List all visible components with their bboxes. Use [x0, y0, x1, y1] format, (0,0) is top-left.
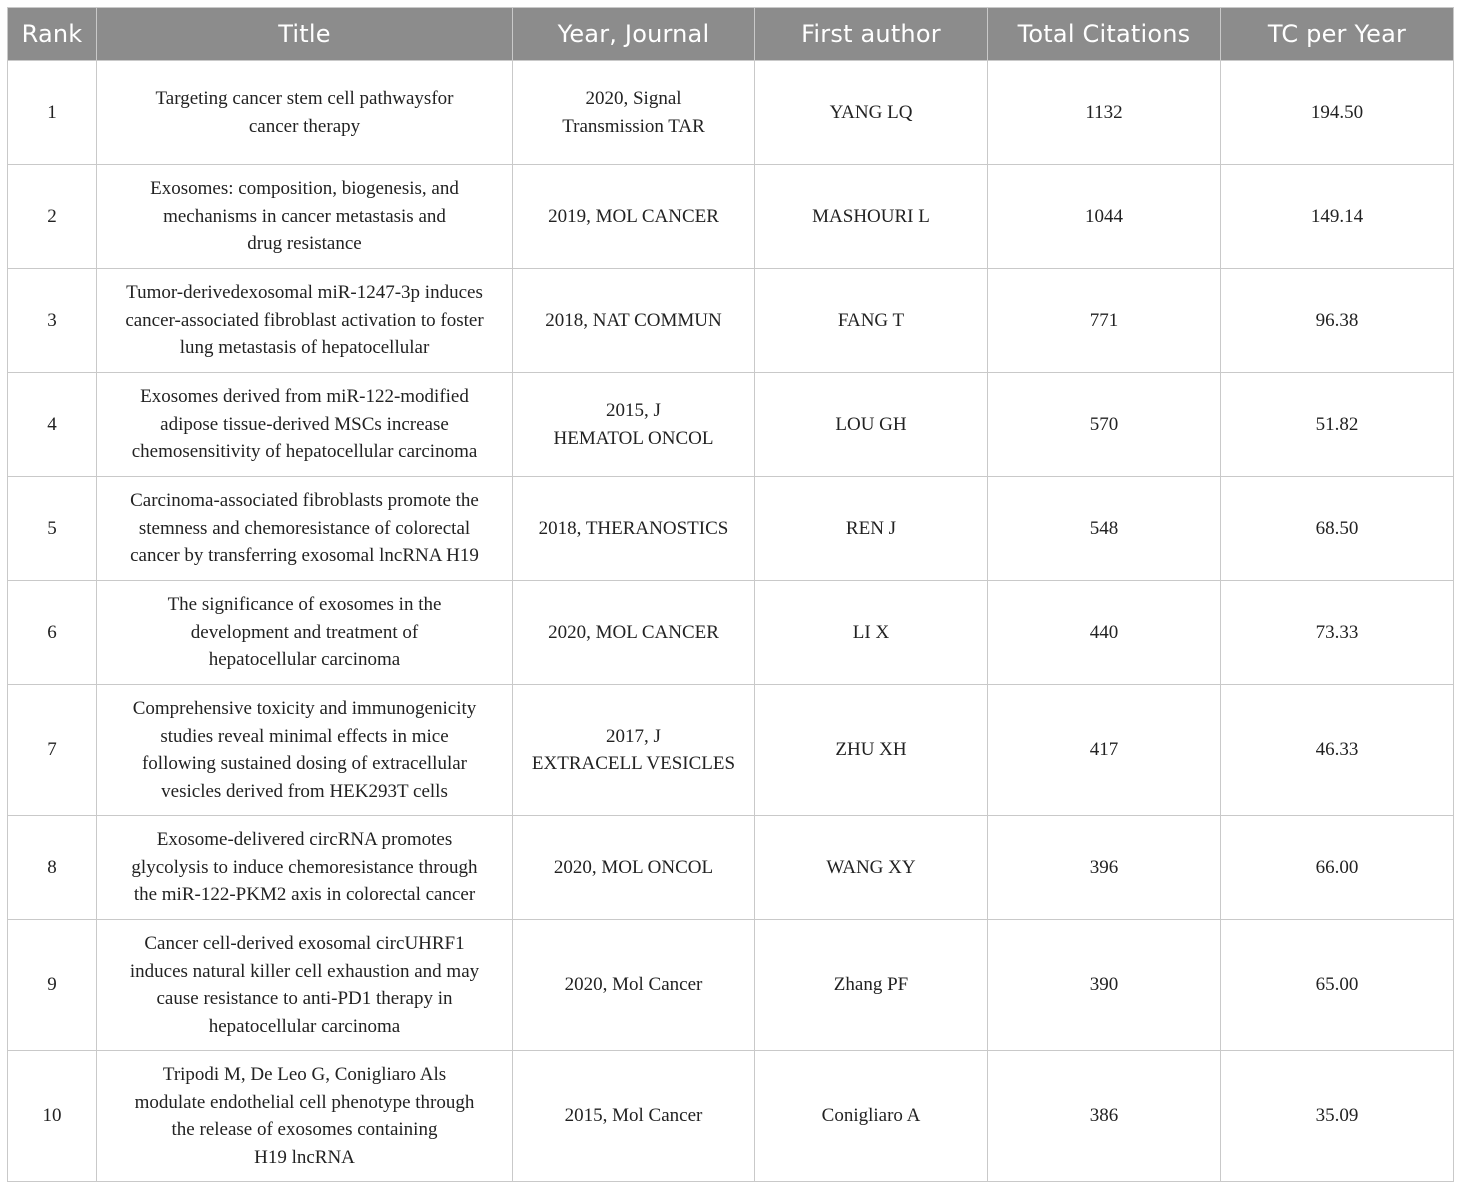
citations-table — [7, 7, 1454, 1182]
rank-cell: 5 — [8, 477, 97, 581]
rank-cell: 8 — [8, 816, 97, 920]
year-journal-cell: 2020, MOL ONCOL — [513, 816, 755, 920]
title-cell: Comprehensive toxicity and immunogenicity studies reveal minimal effects in mice following sustained dosing of extracellular vesicles derived from HEK293T cells — [97, 685, 513, 816]
tc-per-year-cell: 66.00 — [1221, 816, 1454, 920]
first-author-cell: WANG XY — [755, 816, 988, 920]
total-citations-cell: 440 — [988, 581, 1221, 685]
table-row — [8, 61, 1454, 165]
column-header-year-journal: Year, Journal — [513, 8, 755, 61]
first-author-cell: YANG LQ — [755, 61, 988, 165]
title-cell: Carcinoma-associated fibroblasts promote the stemness and chemoresistance of colorectal cancer by transferring exosomal lncRNA H19 — [97, 477, 513, 581]
title-cell: The significance of exosomes in the development and treatment of hepatocellular carcinoma — [97, 581, 513, 685]
tc-per-year-cell: 73.33 — [1221, 581, 1454, 685]
year-journal-cell: 2019, MOL CANCER — [513, 165, 755, 269]
year-journal-cell: 2015, Mol Cancer — [513, 1051, 755, 1182]
title-cell: Exosomes derived from miR-122-modified adipose tissue-derived MSCs increase chemosensitivity of hepatocellular carcinoma — [97, 373, 513, 477]
year-journal-cell: 2015, J HEMATOL ONCOL — [513, 373, 755, 477]
year-journal-cell: 2020, Mol Cancer — [513, 920, 755, 1051]
rank-cell: 9 — [8, 920, 97, 1051]
title-cell: Tumor-derivedexosomal miR-1247-3p induces cancer-associated fibroblast activation to foster lung metastasis of hepatocellular — [97, 269, 513, 373]
first-author-cell: LI X — [755, 581, 988, 685]
year-journal-cell: 2018, THERANOSTICS — [513, 477, 755, 581]
tc-per-year-cell: 149.14 — [1221, 165, 1454, 269]
rank-cell: 4 — [8, 373, 97, 477]
total-citations-cell: 771 — [988, 269, 1221, 373]
total-citations-cell: 570 — [988, 373, 1221, 477]
first-author-cell: Conigliaro A — [755, 1051, 988, 1182]
table-row — [8, 269, 1454, 373]
table-row — [8, 920, 1454, 1051]
tc-per-year-cell: 46.33 — [1221, 685, 1454, 816]
total-citations-cell: 390 — [988, 920, 1221, 1051]
first-author-cell: REN J — [755, 477, 988, 581]
table-row — [8, 685, 1454, 816]
year-journal-cell: 2017, J EXTRACELL VESICLES — [513, 685, 755, 816]
first-author-cell: MASHOURI L — [755, 165, 988, 269]
total-citations-cell: 396 — [988, 816, 1221, 920]
rank-cell: 7 — [8, 685, 97, 816]
total-citations-cell: 386 — [988, 1051, 1221, 1182]
rank-cell: 2 — [8, 165, 97, 269]
column-header-total-citations: Total Citations — [988, 8, 1221, 61]
first-author-cell: LOU GH — [755, 373, 988, 477]
first-author-cell: Zhang PF — [755, 920, 988, 1051]
tc-per-year-cell: 65.00 — [1221, 920, 1454, 1051]
tc-per-year-cell: 35.09 — [1221, 1051, 1454, 1182]
year-journal-cell: 2020, MOL CANCER — [513, 581, 755, 685]
tc-per-year-cell: 68.50 — [1221, 477, 1454, 581]
tc-per-year-cell: 96.38 — [1221, 269, 1454, 373]
title-cell: Tripodi M, De Leo G, Conigliaro Als modulate endothelial cell phenotype through the release of exosomes containing H19 lncRNA — [97, 1051, 513, 1182]
tc-per-year-cell: 194.50 — [1221, 61, 1454, 165]
column-header-first-author: First author — [755, 8, 988, 61]
year-journal-cell: 2018, NAT COMMUN — [513, 269, 755, 373]
header-row — [8, 8, 1454, 61]
title-cell: Cancer cell-derived exosomal circUHRF1 induces natural killer cell exhaustion and may cause resistance to anti-PD1 therapy in hepatocellular carcinoma — [97, 920, 513, 1051]
table-row — [8, 816, 1454, 920]
rank-cell: 10 — [8, 1051, 97, 1182]
first-author-cell: ZHU XH — [755, 685, 988, 816]
total-citations-cell: 1132 — [988, 61, 1221, 165]
column-header-title: Title — [97, 8, 513, 61]
first-author-cell: FANG T — [755, 269, 988, 373]
rank-cell: 1 — [8, 61, 97, 165]
table-row — [8, 581, 1454, 685]
table-row — [8, 1051, 1454, 1182]
rank-cell: 3 — [8, 269, 97, 373]
title-cell: Exosomes: composition, biogenesis, and mechanisms in cancer metastasis and drug resistance — [97, 165, 513, 269]
total-citations-cell: 548 — [988, 477, 1221, 581]
year-journal-cell: 2020, Signal Transmission TAR — [513, 61, 755, 165]
tc-per-year-cell: 51.82 — [1221, 373, 1454, 477]
table-row — [8, 477, 1454, 581]
title-cell: Exosome-delivered circRNA promotes glycolysis to induce chemoresistance through the miR-122-PKM2 axis in colorectal cancer — [97, 816, 513, 920]
table-row — [8, 373, 1454, 477]
table-row — [8, 165, 1454, 269]
total-citations-cell: 417 — [988, 685, 1221, 816]
total-citations-cell: 1044 — [988, 165, 1221, 269]
title-cell: Targeting cancer stem cell pathwaysfor cancer therapy — [97, 61, 513, 165]
column-header-tc-per-year: TC per Year — [1221, 8, 1454, 61]
column-header-rank: Rank — [8, 8, 97, 61]
rank-cell: 6 — [8, 581, 97, 685]
